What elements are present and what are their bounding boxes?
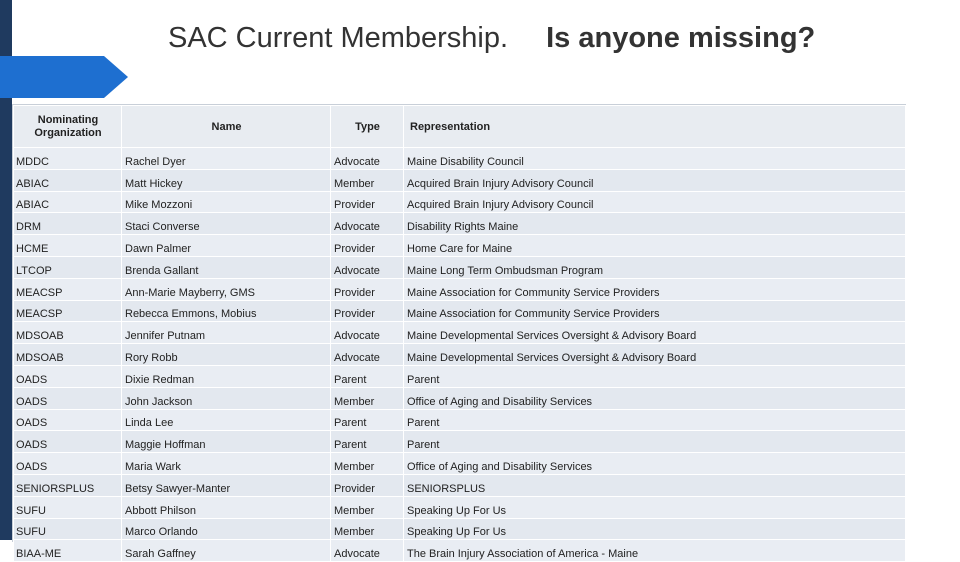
cell-organization: DRM [14,213,122,235]
cell-organization: OADS [14,409,122,431]
cell-name: Linda Lee [122,409,331,431]
cell-representation: Disability Rights Maine [404,213,906,235]
cell-type: Provider [331,278,404,300]
cell-type: Member [331,387,404,409]
cell-organization: MEACSP [14,300,122,322]
table-row [14,344,906,366]
cell-name: Dawn Palmer [122,235,331,257]
table-row [14,496,906,518]
cell-representation: Parent [404,431,906,453]
cell-type: Provider [331,300,404,322]
cell-representation: Maine Association for Community Service Providers [404,300,906,322]
cell-type: Provider [331,474,404,496]
cell-name: John Jackson [122,387,331,409]
cell-type: Provider [331,191,404,213]
cell-name: Rory Robb [122,344,331,366]
cell-type: Member [331,453,404,475]
header-nominating-organization: Nominating Organization [14,106,122,148]
cell-type: Advocate [331,213,404,235]
cell-name: Betsy Sawyer-Manter [122,474,331,496]
table-row [14,409,906,431]
table-row [14,431,906,453]
cell-organization: MDDC [14,148,122,170]
title-main: SAC Current Membership. [168,22,509,54]
cell-representation: Parent [404,409,906,431]
table-row [14,148,906,170]
cell-representation: Maine Developmental Services Oversight & Advisory Board [404,344,906,366]
table-row [14,278,906,300]
cell-representation: Acquired Brain Injury Advisory Council [404,191,906,213]
title-question: Is anyone missing? [546,22,816,54]
header-name: Name [122,106,331,148]
page-title [168,16,815,60]
cell-representation: Speaking Up For Us [404,496,906,518]
arrow-shape [0,56,104,98]
cell-organization: OADS [14,431,122,453]
table-body [14,148,906,562]
cell-representation: Office of Aging and Disability Services [404,387,906,409]
table-header-row [14,106,906,148]
table-row [14,191,906,213]
cell-type: Parent [331,409,404,431]
cell-organization: ABIAC [14,169,122,191]
cell-organization: MDSOAB [14,322,122,344]
cell-name: Rachel Dyer [122,148,331,170]
cell-representation: Maine Long Term Ombudsman Program [404,256,906,278]
cell-organization: OADS [14,365,122,387]
cell-representation: Maine Association for Community Service Providers [404,278,906,300]
cell-representation: SENIORSPLUS [404,474,906,496]
header-type: Type [331,106,404,148]
cell-organization: SENIORSPLUS [14,474,122,496]
cell-name: Sarah Gaffney [122,540,331,562]
cell-organization: SUFU [14,518,122,540]
table-row [14,474,906,496]
cell-type: Advocate [331,540,404,562]
cell-representation: The Brain Injury Association of America - Maine [404,540,906,562]
cell-type: Advocate [331,322,404,344]
cell-name: Jennifer Putnam [122,322,331,344]
cell-representation: Parent [404,365,906,387]
cell-name: Matt Hickey [122,169,331,191]
cell-representation: Maine Developmental Services Oversight & Advisory Board [404,322,906,344]
cell-organization: HCME [14,235,122,257]
table-row [14,518,906,540]
header-representation: Representation [404,106,906,148]
cell-organization: SUFU [14,496,122,518]
cell-type: Member [331,518,404,540]
table-row [14,322,906,344]
table-row [14,365,906,387]
cell-name: Dixie Redman [122,365,331,387]
cell-name: Rebecca Emmons, Mobius [122,300,331,322]
membership-table [13,105,906,562]
table-row [14,387,906,409]
cell-name: Brenda Gallant [122,256,331,278]
cell-representation: Acquired Brain Injury Advisory Council [404,169,906,191]
table-row [14,540,906,562]
table-row [14,256,906,278]
cell-type: Advocate [331,344,404,366]
cell-name: Mike Mozzoni [122,191,331,213]
cell-representation: Office of Aging and Disability Services [404,453,906,475]
cell-representation: Home Care for Maine [404,235,906,257]
cell-name: Staci Converse [122,213,331,235]
table-row [14,235,906,257]
cell-type: Member [331,496,404,518]
cell-organization: OADS [14,453,122,475]
cell-type: Advocate [331,148,404,170]
cell-name: Marco Orlando [122,518,331,540]
cell-organization: ABIAC [14,191,122,213]
cell-type: Advocate [331,256,404,278]
cell-name: Ann-Marie Mayberry, GMS [122,278,331,300]
cell-organization: MEACSP [14,278,122,300]
cell-type: Provider [331,235,404,257]
cell-name: Maria Wark [122,453,331,475]
table-row [14,453,906,475]
cell-type: Parent [331,365,404,387]
table-row [14,300,906,322]
cell-representation: Speaking Up For Us [404,518,906,540]
cell-type: Member [331,169,404,191]
membership-table-container [12,104,906,561]
cell-organization: MDSOAB [14,344,122,366]
cell-organization: BIAA-ME [14,540,122,562]
cell-name: Maggie Hoffman [122,431,331,453]
cell-type: Parent [331,431,404,453]
table-row [14,169,906,191]
cell-organization: LTCOP [14,256,122,278]
table-row [14,213,906,235]
cell-representation: Maine Disability Council [404,148,906,170]
cell-name: Abbott Philson [122,496,331,518]
cell-organization: OADS [14,387,122,409]
